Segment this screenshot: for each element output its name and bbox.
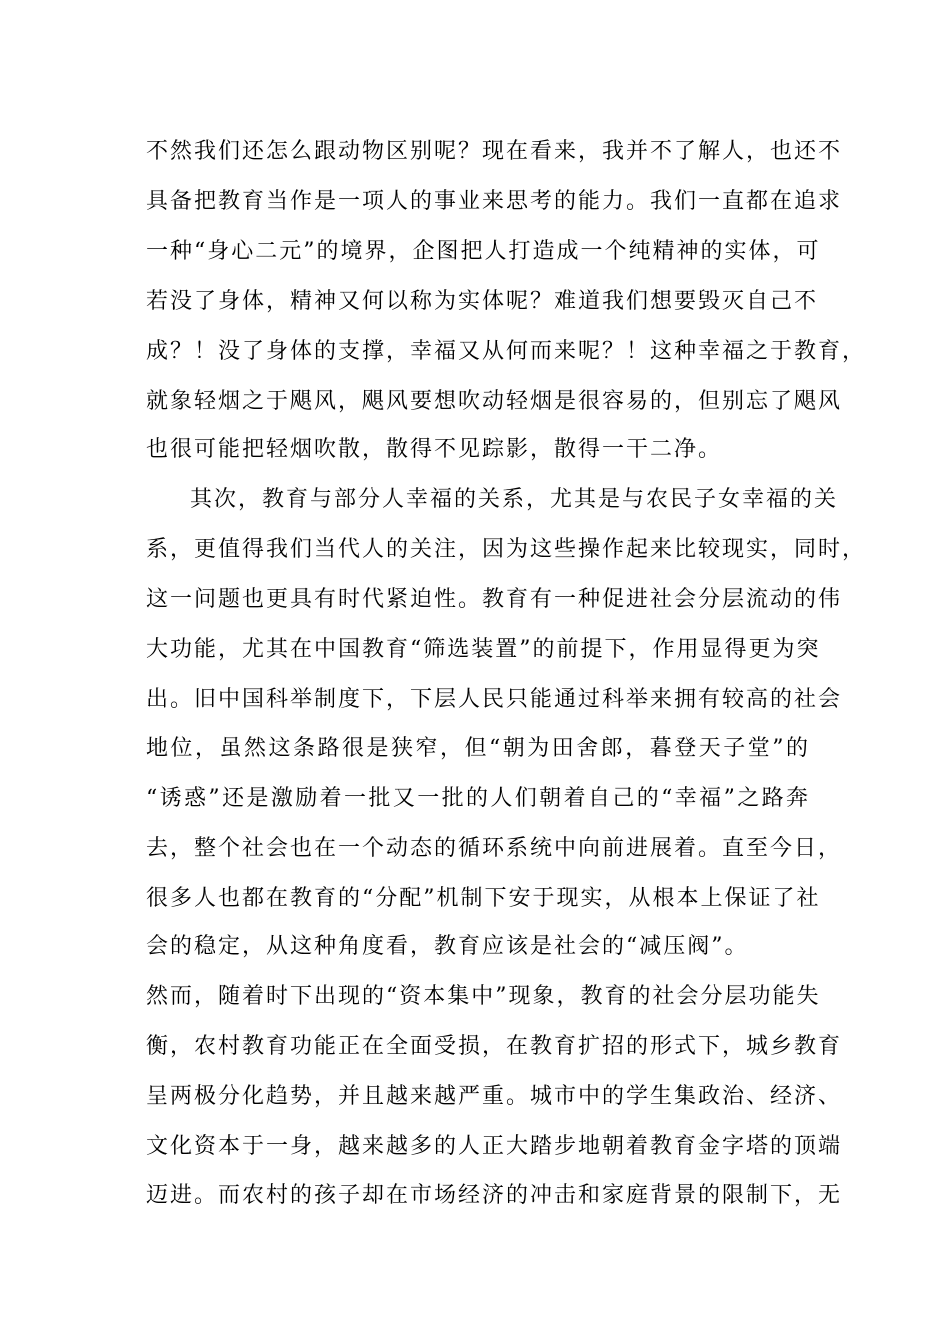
text-line: 就象轻烟之于飓风，飓风要想吹动轻烟是很容易的，但别忘了飓风 xyxy=(146,389,843,414)
text-line: 若没了身体，精神又何以称为实体呢？难道我们想要毁灭自己不 xyxy=(146,289,819,314)
text-line: 一种“身心二元”的境界，企图把人打造成一个纯精神的实体，可 xyxy=(146,239,821,264)
text-line: 文化资本于一身，越来越多的人正大踏步地朝着教育金字塔的顶端 xyxy=(146,1134,843,1159)
text-line: 会的稳定，从这种角度看，教育应该是社会的“减压阀”。 xyxy=(146,934,749,959)
text-line: 地位，虽然这条路很是狭窄，但“朝为田舍郎，暮登天子堂”的 xyxy=(146,736,810,761)
paragraph-first-line: 然而，随着时下出现的“资本集中”现象，教育的社会分层功能失 xyxy=(146,984,821,1009)
text-line: 具备把教育当作是一项人的事业来思考的能力。我们一直都在追求 xyxy=(146,189,843,214)
paragraph-first-line: 其次，教育与部分人幸福的关系，尤其是与农民子女幸福的关 xyxy=(190,487,839,512)
text-line: “诱惑”还是激励着一批又一批的人们朝着自己的“幸福”之路奔 xyxy=(146,786,810,811)
text-line: 这一问题也更具有时代紧迫性。教育有一种促进社会分层流动的伟 xyxy=(146,587,843,612)
text-line: 衡，农村教育功能正在全面受损，在教育扩招的形式下，城乡教育 xyxy=(146,1034,843,1059)
text-line: 出。旧中国科举制度下，下层人民只能通过科举来拥有较高的社会 xyxy=(146,687,843,712)
text-line: 呈两极分化趋势，并且越来越严重。城市中的学生集政治、经济、 xyxy=(146,1084,843,1109)
text-line: 去，整个社会也在一个动态的循环系统中向前进展着。直至今日， xyxy=(146,836,843,861)
text-line: 不然我们还怎么跟动物区别呢？现在看来，我并不了解人，也还不 xyxy=(146,139,843,164)
text-line: 也很可能把轻烟吹散，散得不见踪影，散得一干二净。 xyxy=(146,437,723,462)
text-line: 系，更值得我们当代人的关注，因为这些操作起来比较现实，同时， xyxy=(146,537,867,562)
text-line: 成？！没了身体的支撑，幸福又从何而来呢？！这种幸福之于教育， xyxy=(146,339,867,364)
text-line: 大功能，尤其在中国教育“筛选装置”的前提下，作用显得更为突 xyxy=(146,637,821,662)
text-line: 迈进。而农村的孩子却在市场经济的冲击和家庭背景的限制下，无 xyxy=(146,1183,843,1208)
text-line: 很多人也都在教育的“分配”机制下安于现实，从根本上保证了社 xyxy=(146,886,821,911)
